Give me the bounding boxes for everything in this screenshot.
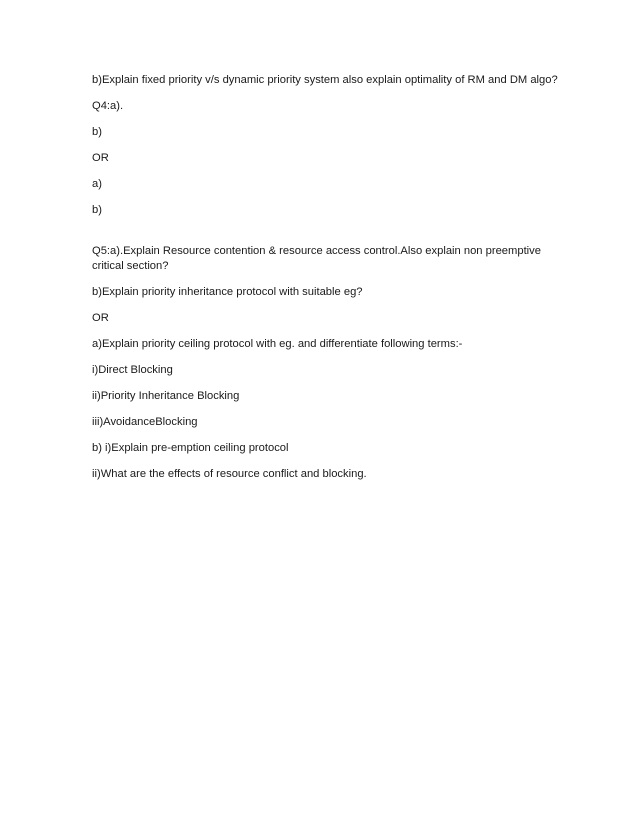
q4a-label: Q4:a). <box>92 100 124 112</box>
q5-alt-b-question-1: b) i)Explain pre-emption ceiling protocol <box>92 442 289 454</box>
or-separator: OR <box>92 152 109 164</box>
q4-alt-a-label: a) <box>92 178 102 190</box>
q5b-question: b)Explain priority inheritance protocol with suitable eg? <box>92 286 363 298</box>
q5a-question <box>92 244 562 274</box>
blocking-term-2: ii)Priority Inheritance Blocking <box>92 390 240 402</box>
q5-alt-a-question: a)Explain priority ceiling protocol with eg. and differentiate following terms:- <box>92 338 463 350</box>
spacer <box>92 229 562 244</box>
blocking-term-1: i)Direct Blocking <box>92 364 173 376</box>
q5a-question-line2: critical section? <box>92 260 169 272</box>
document-content <box>92 73 562 493</box>
q4-alt-b-label: b) <box>92 204 102 216</box>
or-separator: OR <box>92 312 109 324</box>
q4b-label: b) <box>92 126 102 138</box>
blocking-term-3: iii)AvoidanceBlocking <box>92 416 198 428</box>
q5a-question-line1: Q5:a).Explain Resource contention & resource access control.Also explain non preemptive <box>92 245 541 257</box>
q3b-question: b)Explain fixed priority v/s dynamic priority system also explain optimality of RM and DM algo? <box>92 74 558 86</box>
q5-alt-b-question-2: ii)What are the effects of resource conflict and blocking. <box>92 468 367 480</box>
